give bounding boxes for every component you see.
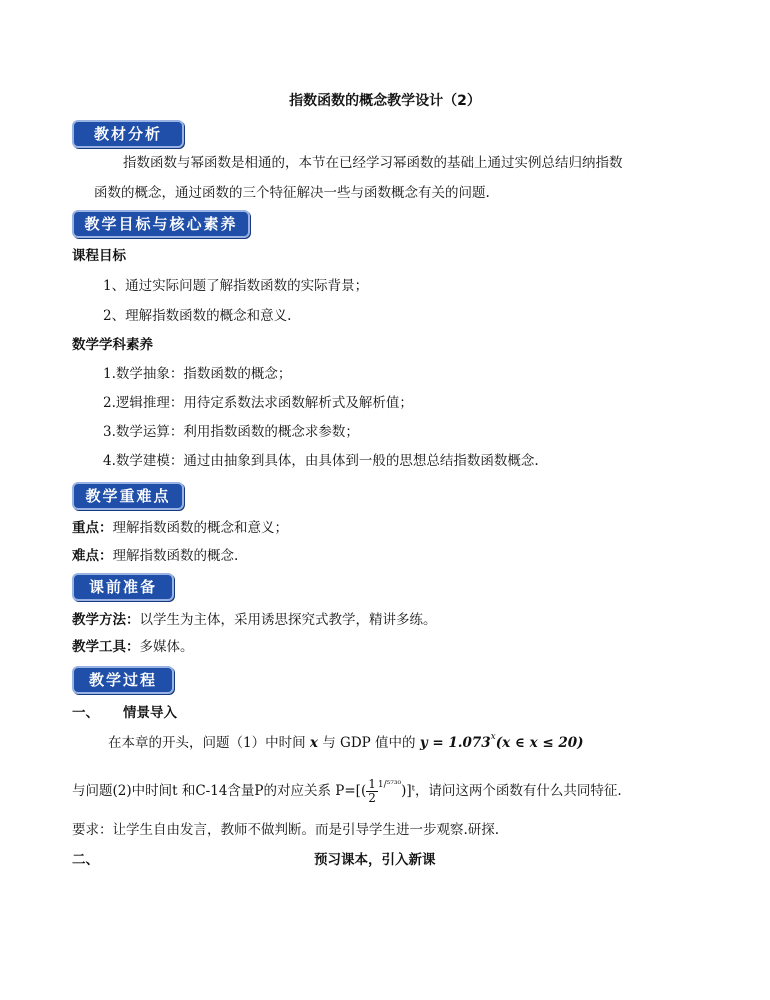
- section-banner-prep: 课前准备: [72, 573, 174, 601]
- step-1-title: 情景导入: [123, 705, 177, 721]
- intro-mid: 与 GDP 值中的: [322, 735, 416, 751]
- literacy-item-1: 1.数学抽象：指数函数的概念；: [103, 366, 292, 382]
- section-banner-analysis: 教材分析: [72, 120, 184, 148]
- formula-exponent: x: [490, 732, 496, 742]
- literacy-item-3: 3.数学运算：利用指数函数的概念求参数；: [103, 424, 359, 440]
- fraction-numerator: 1: [368, 777, 376, 791]
- fraction-one-half: [366, 778, 378, 805]
- key-point-text: 理解指数函数的概念和意义；: [112, 520, 288, 536]
- analysis-line-1: 指数函数与幂函数是相通的，本节在已经学习幂函数的基础上通过实例总结归纳指数: [123, 155, 623, 171]
- course-goal-item-2: 2、理解指数函数的概念和意义.: [103, 308, 292, 324]
- relation-pre: 与问题(2)中时间t 和C-14含量P的对应关系 P=[(: [72, 783, 367, 799]
- difficulty-label: 难点：: [72, 548, 113, 564]
- literacy-item-4: 4.数学建模：通过由抽象到具体，由具体到一般的思想总结指数函数概念.: [103, 453, 539, 469]
- teaching-tool-line: [72, 637, 194, 657]
- course-goal-item-1: 1、通过实际问题了解指数函数的实际背景；: [103, 278, 369, 294]
- teaching-tool-label: 教学工具：: [72, 639, 140, 655]
- relation-line: [72, 776, 622, 806]
- analysis-line-2: 函数的概念，通过函数的三个特征解决一些与函数概念有关的问题.: [94, 185, 490, 201]
- fraction-denominator: 2: [368, 791, 376, 805]
- key-point-label: 重点：: [72, 520, 113, 536]
- intro-line: [108, 733, 584, 753]
- step-1-number: 一、: [72, 705, 99, 721]
- section-banner-keypoints: 教学重难点: [72, 482, 184, 510]
- intro-text: 在本章的开头，问题（1）中时间: [108, 735, 306, 751]
- formula-domain: (x ∈ x ≤ 20): [495, 735, 584, 751]
- difficulty-line: [72, 546, 238, 566]
- relation-bracket: )]ᵗ: [401, 783, 415, 799]
- literacy-item-2: 2.逻辑推理：用待定系数法求函数解析式及解析值；: [103, 395, 413, 411]
- teaching-tool-text: 多媒体。: [139, 639, 194, 655]
- section-banner-goals: 教学目标与核心素养: [72, 210, 250, 238]
- section-banner-process: 教学过程: [72, 666, 174, 694]
- key-point-line: [72, 518, 288, 538]
- literacy-heading: 数学学科素养: [72, 337, 153, 353]
- difficulty-text: 理解指数函数的概念.: [112, 548, 239, 564]
- relation-post: ，请问这两个函数有什么共同特征.: [414, 783, 622, 799]
- teaching-method-label: 教学方法：: [72, 612, 140, 628]
- power-exponent: 1/⁵⁷³⁰: [377, 780, 402, 790]
- document-title: 指数函数的概念教学设计（2）: [289, 93, 481, 109]
- teaching-method-line: [72, 610, 437, 630]
- teaching-method-text: 以学生为主体，采用诱思探究式教学，精讲多练。: [139, 612, 437, 628]
- step-2-title: 预习课本，引入新课: [314, 852, 436, 868]
- var-x: x: [309, 735, 318, 751]
- requirement-line: 要求：让学生自由发言，教师不做判断。而是引导学生进一步观察.研探.: [72, 822, 500, 838]
- formula-y: y = 1.073: [419, 735, 491, 751]
- step-2-number: 二、: [72, 852, 99, 868]
- course-goals-heading: 课程目标: [72, 248, 126, 264]
